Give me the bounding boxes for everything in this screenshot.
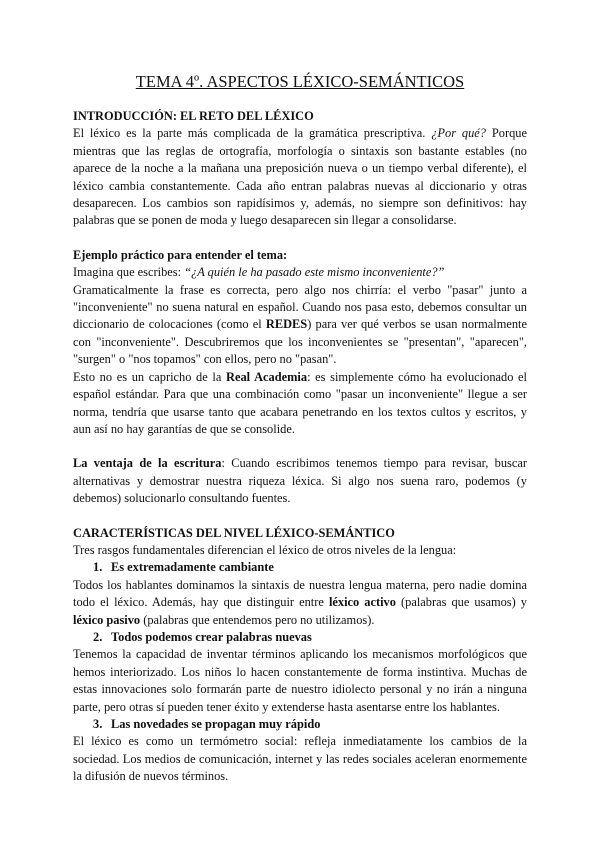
redes-term: REDES (265, 317, 308, 332)
feature-1-title: 1. Es extremadamente cambiante (93, 560, 274, 575)
example-paragraph-3: Esto no es un capricho de la Real Academia: es simplemente cómo ha evolucionado el español estándar. Para que una combinación como "pasar un inconveniente" llegue a ser norma, tendría que usarse tanto que acabara penetrando en los textos cultos y escritos, y aun así no hay garantías de que se consolide. (73, 369, 527, 436)
feature-2-title: 2. Todos podemos crear palabras nuevas (93, 629, 312, 644)
feature-1-text: Todos los hablantes dominamos la sintaxis de nuestra lengua materna, pero nadie domina todo el léxico. Además, hay que distinguir entre léxico activo (palabras que usamos) y léxico pasivo (palabras que entendemos pero no utilizamos). (73, 577, 527, 627)
rae-term: Real Academia (226, 369, 308, 384)
advantage-paragraph: La ventaja de la escritura: Cuando escribimos tenemos tiempo para revisar, buscar alternativas y demostrar nuestra riqueza léxica. Si algo nos suena raro, podemos (y debemos) solucionarlo consultando fuentes. (73, 456, 527, 506)
intro-question: ¿Por qué? (431, 126, 486, 141)
feature-3-text: El léxico es como un termómetro social: refleja inmediatamente los cambios de la sociedad. Los medios de comunicación, internet y las redes sociales aceleran enormemente la difusión de nuevos términos. (73, 734, 527, 784)
intro-heading: INTRODUCCIÓN: EL RETO DEL LÉXICO (73, 109, 314, 123)
example-paragraph-2: Gramaticalmente la frase es correcta, pero algo nos chirría: el verbo "pasar" junto a "inconveniente" no suena natural en español. Cuando nos pasa esto, debemos consultar un diccionario de colocaciones (como el REDES) para ver qué verbos se usan normalmente con "inconveniente". Descubriremos que los inconvenientes se "presentan", "aparecen", "surgen" o "nos topamos" con ellos, pero no "pasan". (73, 282, 528, 367)
example-sentence: “¿A quién le ha pasado este mismo inconveniente?” (184, 265, 445, 280)
document-body (73, 108, 527, 786)
advantage-label: La ventaja de la escritura (73, 456, 222, 471)
feature-3-title: 3. Las novedades se propagan muy rápido (93, 717, 321, 731)
features-intro: Tres rasgos fundamentales diferencian el léxico de otros niveles de la lengua: (73, 542, 457, 557)
example-heading: Ejemplo práctico para entender el tema: (73, 247, 288, 262)
feature-2-text: Tenemos la capacidad de inventar términos aplicando los mecanismos morfológicos que hemos interiorizado. Los niños lo hacen constantemente de forma instintiva. Muchas de estas innovaciones solo formarán parte de nuestro idiolecto personal y no irán a ninguna parte, pero otras sí pueden tener éxito y extenderse hasta asentarse entre los hablantes. (73, 647, 527, 714)
intro-paragraph: El léxico es la parte más complicada de la gramática prescriptiva. ¿Por qué? Porque mientras que las reglas de ortografía, morfología o sintaxis son bastante estables (no aparece de la noche a la mañana una preposición nueva o un tiempo verbal diferente), el léxico cambia constantemente. Cada año entran palabras nuevas al diccionario y otras desaparecen. Los cambios son rapidísimos y, además, no siempre son definitivos: hay palabras que se ponen de moda y luego desaparecen sin llegar a consolidarse. (73, 126, 527, 228)
document-title: TEMA 4º. ASPECTOS LÉXICO-SEMÁNTICOS (135, 72, 465, 91)
example-line: Imagina que escribes: “¿A quién le ha pasado este mismo inconveniente?” (73, 265, 445, 280)
features-heading: CARACTERÍSTICAS DEL NIVEL LÉXICO-SEMÁNTICO (73, 525, 395, 540)
